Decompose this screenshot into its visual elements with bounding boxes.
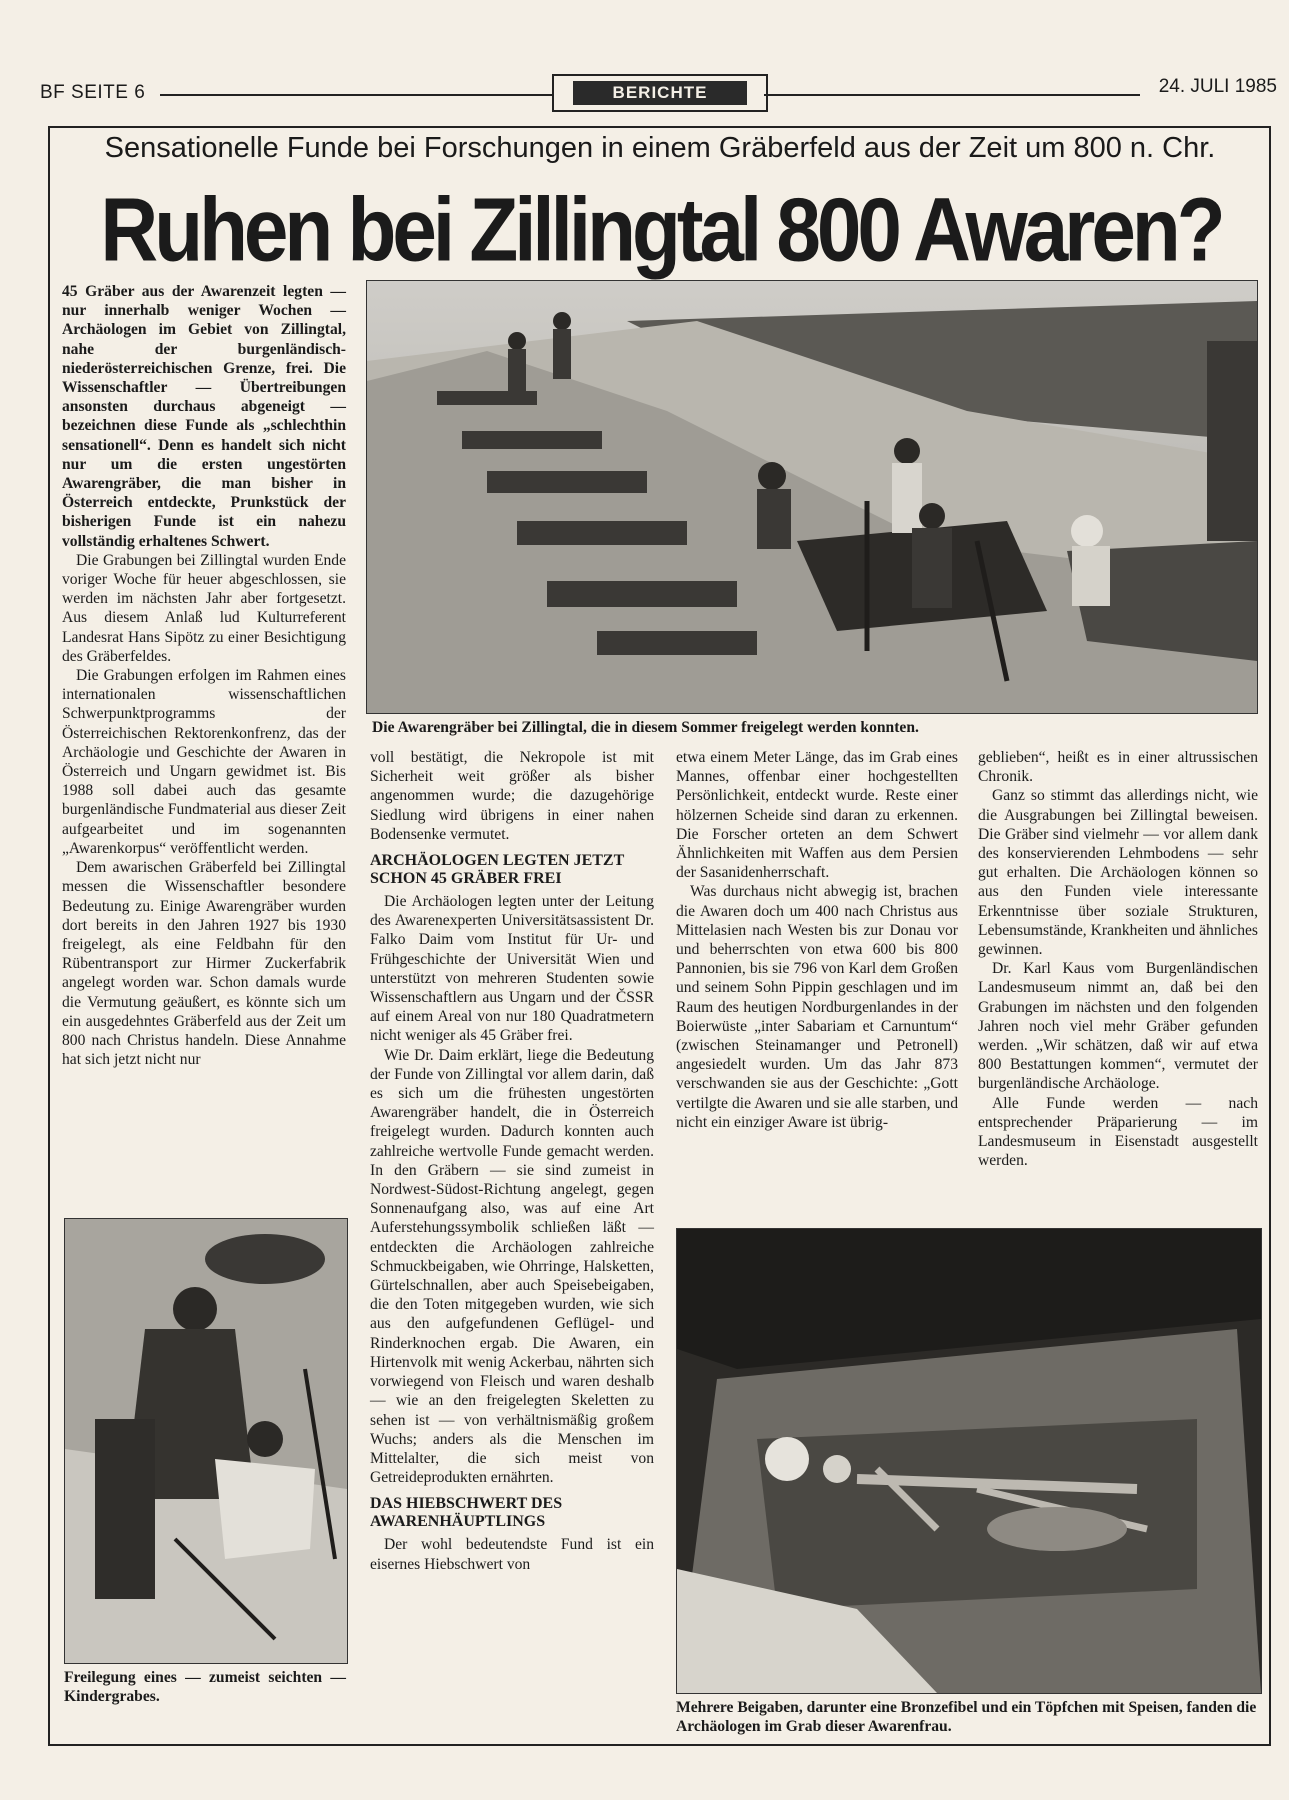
subheading-1: ARCHÄOLOGEN LEGTEN JETZT SCHON 45 GRÄBER FREI [370,852,624,888]
headline: Ruhen bei Zillingtal 800 Awaren? [100,180,1222,280]
paragraph: etwa einem Meter Länge, das im Grab eines Mannes, offenbar einer hochgestellten Persönlichkeit, entdeckt wurde. Reste einer hölzernen Scheide sind daran zu erkennen. Die Forscher orteten an dem Schwert Ähnlichkeiten mit Waffen aus dem Persien der Sasanidenherrschaft. [676,749,958,882]
kicker: Sensationelle Funde bei Forschungen in einem Gräberfeld aus der Zeit um 800 n. Chr. [104,132,1216,164]
section-label: BERICHTE [573,81,748,105]
paragraph: Die Grabungen bei Zillingtal wurden Ende voriger Woche für heuer abgeschlossen, sie werden im nächsten Jahr aber fortgesetzt. Aus diesem Anlaß lud Kulturreferent Landesrat Hans Sipötz zu einer Besichtigung des Gräberfeldes. [62,551,346,665]
paragraph: Was durchaus nicht abwegig ist, brachen die Awaren doch um 400 nach Christus aus Mittelasien nach Westen bis zur Donau vor und beherrschten von etwa 600 bis 800 Pannonien, bis sie 796 von Karl dem Großen und seinem Sohn Pippin geschlagen und im Raum des heutigen Nordburgenlandes in der Boierwüste „inter Sabariam et Carnuntum“ (zwischen Steinamanger und Petronell) angesiedelt wurden. Um das Jahr 873 verschwanden sie aus der Geschichte: „Gott vertilgte die Awaren und sie alle starben, und nicht ein einziger Aware ist übrig- [676,883,958,1131]
child-grave-illustration [65,1219,347,1663]
section-label-box [552,74,768,112]
header-rule-right [764,94,1140,96]
excavation-illustration [367,281,1257,713]
paragraph: Die Grabungen erfolgen im Rahmen eines internationalen wissenschaftlichen Schwerpunktprogramms der Österreichischen Rektorenkonfrenz, das der Archäologie und Geschichte der Awaren in Österreich und Ungarn gewidmet ist. Bis 1988 soll dabei auch das gesamte burgenländische Fundmaterial aus dieser Zeit aufgearbeitet und im sogenannten „Awarenkorpus“ veröffentlicht werden. [62,667,346,857]
subheading-2: DAS HIEBSCHWERT DES AWARENHÄUPTLINGS [370,1495,563,1531]
paragraph: Der wohl bedeutendste Fund ist ein eisernes Hiebschwert von [370,1536,654,1573]
page-number: BF SEITE 6 [40,82,146,103]
photo-grave-skeleton [676,1228,1262,1694]
paragraph: Dem awarischen Gräberfeld bei Zillingtal messen die Wissenschaftler besondere Bedeutung zu. Einige Awarengräber wurden dort bereits in den Jahren 1927 bis 1930 freigelegt, als eine Feldbahn für den Rübentransport zur Hirmer Zuckerfabrik angelegt worden war. Schon damals wurde die Vermutung geäußert, es könnte sich um ein ausgedehntes Gräberfeld aus der Zeit um 800 nach Christus handeln. Diese Annahme hat sich jetzt nicht nur [62,859,346,1069]
caption-top-photo: Die Awarengräber bei Zillingtal, die in diesem Sommer freigelegt werden konnten. [372,719,919,736]
paragraph: Die Archäologen legten unter der Leitung des Awarenexperten Universitätsassistent Dr. Falko Daim vom Institut für Ur- und Frühgeschichte der Universität Wien und unterstützt von mehreren Studenten sowie Wissenschaftlern aus Ungarn und der ČSSR auf einem Areal von nur 180 Quadratmetern nicht weniger als 45 Gräber frei. [370,893,654,1045]
column-2 [370,748,654,1574]
lead-paragraph: 45 Gräber aus der Awarenzeit legten — nur innerhalb weniger Wochen — Archäologen im Gebiet von Zillingtal, nahe der burgenländisch-niederösterreichischen Grenze, frei. Die Wissenschaftler — Übertreibungen ansonsten durchaus abgeneigt — bezeichnen diese Funde als „schlechthin sensationell“. Denn es handelt sich nicht nur um die ersten ungestörten Awarengräber, die man bisher in Österreich entdeckte, Prunkstück der bisherigen Funde ist ein nahezu vollständig erhaltenes Schwert. [62,283,346,550]
issue-date: 24. JULI 1985 [1158,76,1277,97]
paragraph: voll bestätigt, die Nekropole ist mit Sicherheit weit größer als bisher angenommen wurde; die dazugehörige Siedlung wird übrigens in einer nahen Bodensenke vermutet. [370,749,654,843]
column-4 [978,748,1258,1170]
paragraph: Wie Dr. Daim erklärt, liege die Bedeutung der Funde von Zillingtal vor allem darin, daß es sich um die frühesten ungestörten Awarengräber handelt, die in Österreich freigelegt wurden. Dadurch konnten auch zahlreiche wertvolle Funde gemacht werden. In den Gräbern — sie sind zumeist in Nordwest-Südost-Richtung angelegt, gegen Sonnenaufgang also, was auf eine Art Auferstehungssymbolik schließen läßt — entdeckten die Archäologen zahlreiche Schmuckbeigaben, wie Ohrringe, Halsketten, Gürtelschnallen, aber auch Speisebeigaben, die den Toten mitgegeben wurden, wie sich aus den aufgefundenen Geflügel- und Rinderknochen ergab. Die Awaren, ein Hirtenvolk mit wenig Ackerbau, nährten sich vorwiegend von Fleisch und waren deshalb — wie an den freigelegten Skeletten zu sehen ist — von verhältnismäßig großem Wuchs; anders als die Menschen im Mittelalter, die sich meist von Getreideprodukten ernährten. [370,1046,654,1487]
photo-child-grave [64,1218,348,1664]
paragraph: Alle Funde werden — nach entsprechender Präparierung — im Landesmuseum in Eisenstadt ausgestellt werden. [978,1094,1258,1170]
photo-excavation-site [366,280,1258,714]
column-3 [676,748,958,1132]
caption-left-photo: Freilegung eines — zumeist seichten — Kindergrabes. [64,1669,346,1705]
caption-right-photo: Mehrere Beigaben, darunter eine Bronzefibel und ein Töpfchen mit Speisen, fanden die Archäologen im Grab dieser Awarenfrau. [676,1699,1257,1735]
skeleton-grave-illustration [677,1229,1261,1693]
paragraph: Dr. Karl Kaus vom Burgenländischen Landesmuseum nimmt an, daß bei den Grabungen im nächsten und den folgenden Jahren noch viel mehr Gräber gefunden werden. „Wir schätzen, daß wir auf etwa 800 Bestattungen kommen“, vermutet der burgenländische Archäologe. [978,960,1258,1093]
header-rule-left [160,94,552,96]
column-1 [62,282,346,1069]
paragraph: geblieben“, heißt es in einer altrussischen Chronik. [978,749,1258,786]
paragraph: Ganz so stimmt das allerdings nicht, wie die Ausgrabungen bei Zillingtal beweisen. Die Gräber sind vielmehr — vor allem dank des konservierenden Lehmbodens — sehr gut erhalten. Die Archäologen können so aus den Funden viele interessante Erkenntnisse über soziale Strukturen, Lebensumstände, Krankheiten und ähnliches gewinnen. [978,787,1258,959]
